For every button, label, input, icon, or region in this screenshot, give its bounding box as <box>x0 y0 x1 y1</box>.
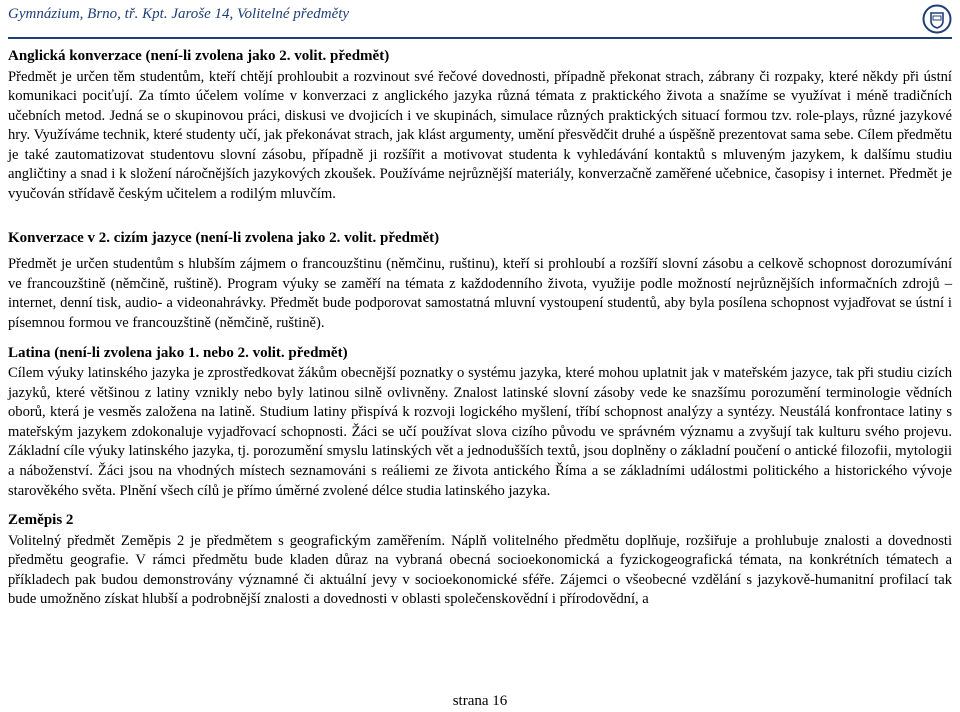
section-title-geography: Zeměpis 2 <box>8 512 74 529</box>
school-crest-icon <box>922 4 952 34</box>
section-title-english-conversation: Anglická konverzace (není-li zvolena jako 2. volit. předmět) <box>8 48 390 64</box>
page-number: strana 16 <box>452 693 508 709</box>
section-title-latin: Latina (není-li zvolena jako 1. nebo 2. volit. předmět) <box>8 344 348 361</box>
section-text-geography: Volitelný předmět Zeměpis 2 je předmětem s geografickým zaměřením. Náplň volitelného předmětu doplňuje, rozšiřuje a prohlubuje znalosti a dovednosti předmětu geografie. V rámci předmětu bude kladen důraz na vybraná obecná socioekonomická a fyzickogeografická témata, na konkrétních tématech a příkladech pak budou demonstrovány významné či aktuální jevy v socioekonomické sféře. Zájemci o všeobecné vzdělání s jazykově-humanitní profilací tak bude umožněno získat hlubší a podrobnější znalosti a dovednosti v oblasti společenskovědní i přírodovědní, a <box>8 532 952 608</box>
header-divider <box>8 37 952 39</box>
section-title-second-language-conversation: Konverzace v 2. cizím jazyce (není-li zvolena jako 2. volit. předmět) <box>8 229 440 246</box>
page-header <box>8 4 952 40</box>
section-text-latin: Cílem výuky latinského jazyka je zprostředkovat žákům obecnější poznatky o systému jazyka, které mohou uplatnit jak v mateřském jazyce, tak při studiu cizích jazyků, které většinou z latiny vznikly nebo byly latinou silně ovlivněny. Znalost latinské slovní zásoby vede ke snazšímu porozumění terminologie vědních oborů, která je vesměs založena na latině. Studium latiny přispívá k rozvoji logického myšlení, tříbí schopnost analýzy a syntézy. Neustálá konfrontace latiny s mateřským jazykem zdokonaluje vyjadřovací schopnosti. Žáci se učí používat slova cizího původu ve správném významu a zvyšují tak kulturu svého projevu. Základní cíle výuky latinského jazyka, tj. porozumění smyslu latinských vět a jednodušších textů, jsou doplněny o základní poučení o antické filozofii, mytologii a náboženství. Žáci jsou na vhodných místech seznamováni s reáliemi ze života antického Říma a se základními událostmi politického a historického vývoje starověkého světa. Plnění všech cílů je přímo úměrné zvolené délce studia latinského jazyka. <box>8 365 952 499</box>
section-text-english-conversation: Předmět je určen těm studentům, kteří chtějí prohloubit a rozvinout své řečové dovednosti, případně překonat strach, zábrany či rozpaky, které někdy při ústní komunikaci pociťují. Za tímto účelem volíme v konverzaci z anglického jazyka různá témata z praktického života a snažíme se využívat i méně tradičních učebních metod. Jedná se o skupinovou práci, diskusi ve dvojicích i ve skupinách, simulace různých praktických situací formou tzv. role-plays, různé jazykové hry. Využíváme technik, které studenty učí, jak překonávat strach, jak klást argumenty, umění přesvědčit druhé a úspěšně prezentovat sama sebe. Cílem předmětu je také zautomatizovat studentovu slovní zásobu, případně ji rozšířit a motivovat studenta k vyhledávání kontaktů s mluveným jazykem, k dalšímu studiu angličtiny a snad i k složení náročnějších jazykových zkoušek. Používáme nejrůznější materiály, konverzačně zaměřené učebnice, časopisy i internet. Předmět je vyučován střídavě českým učitelem a rodilým mluvčím. <box>8 68 952 203</box>
document-body <box>8 46 952 610</box>
school-header-text: Gymnázium, Brno, tř. Kpt. Jaroše 14, Volitelné předměty <box>8 6 350 22</box>
section-text-second-language-conversation: Předmět je určen studentům s hlubším zájmem o francouzštinu (němčinu, ruštinu), kteří si prohloubí a rozšíří slovní zásobu a celkově schopnost dorozumívání ve francouzštině (němčině, ruštině). Program výuky se zaměří na témata z každodenního života, využije podle možností nejrůznějších informačních zdrojů – internet, denní tisk, audio- a videonahrávky. Předmět bude podporovat samostatná mluvní vystoupení studentů, aby byla posílena schopnost vyjadřovat se ústní i písemnou formou ve francouzštině (němčině, ruštině). <box>8 256 952 331</box>
